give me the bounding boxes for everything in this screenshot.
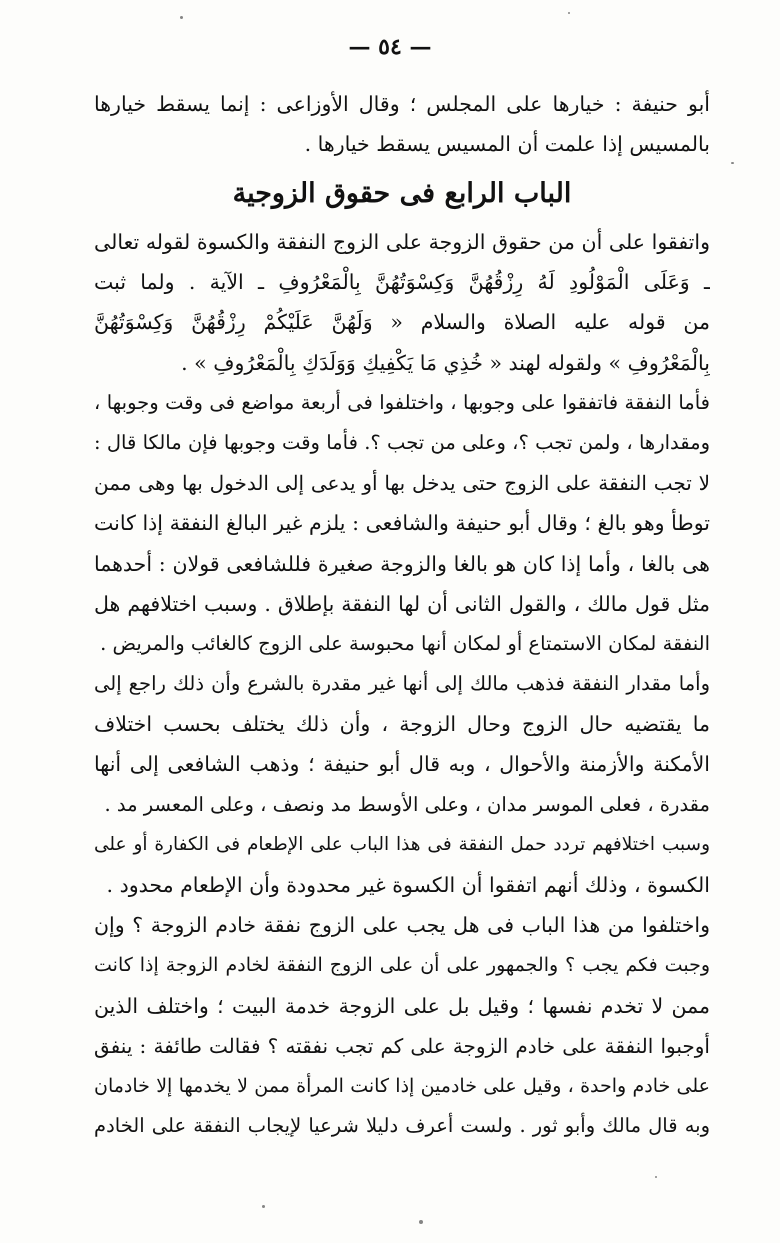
body-line: وأما مقدار النفقة فذهب مالك إلى أنها غير مقدرة بالشرع وأن ذلك راجع إلى (94, 672, 710, 696)
body-line: توطأ وهو بالغ ؛ وقال أبو حنيفة والشافعى : يلزم غير البالغ النفقة إذا كانت (94, 511, 710, 536)
body-line: مثل قول مالك ، والقول الثانى أن لها النفقة بإطلاق . وسبب اختلافهم هل (94, 591, 710, 616)
body-line: فأما النفقة فاتفقوا على وجوبها ، واختلفوا فى أربعة مواضع فى وقت وجوبها ، (94, 390, 710, 414)
body-line: من قوله عليه الصلاة والسلام « وَلَهُنَّ عَلَيْكُمْ رِزْقُهُنَّ وَكِسْوَتُهُنَّ (94, 310, 710, 335)
body-line: وسبب اختلافهم تردد حمل النفقة فى هذا الباب على الإطعام فى الكفارة أو على (94, 833, 710, 855)
paragraph-line: بالمسيس إذا علمت أن المسيس يسقط خيارها . (304, 132, 710, 157)
scan-speck (180, 16, 183, 19)
body-line: على خادم واحدة ، وقيل على خادمين إذا كانت المرأة ممن لا يخدمها إلا خادمان (94, 1074, 710, 1097)
body-line: ممن لا تخدم نفسها ؛ وقيل بل على الزوجة خدمة البيت ؛ واختلف الذين (94, 993, 710, 1018)
body-line: النفقة لمكان الاستمتاع أو لمكان أنها محبوسة على الزوج كالغائب والمريض . (100, 631, 710, 655)
paragraph-line: أبو حنيفة : خيارها على المجلس ؛ وقال الأوزاعى : إنما يسقط خيارها (94, 92, 710, 116)
chapter-title: الباب الرابع فى حقوق الزوجية (232, 178, 572, 209)
scan-speck (419, 1220, 423, 1224)
body-line: الكسوة ، وذلك أنهم اتفقوا أن الكسوة غير محدودة وأن الإطعام محدود . (106, 873, 710, 897)
body-line: لا تجب النفقة على الزوج حتى يدخل بها أو يدعى إلى الدخول بها وهى ممن (94, 471, 710, 496)
page-number: — ٥٤ — (348, 34, 432, 60)
scan-speck (262, 1205, 265, 1208)
body-line: بِالْمَعْرُوفِ » ولقوله لهند « خُذِي مَا يَكْفِيكِ وَوَلَدَكِ بِالْمَعْرُوفِ » . (181, 350, 710, 375)
body-line: مقدرة ، فعلى الموسر مدان ، وعلى الأوسط مد ونصف ، وعلى المعسر مد . (104, 792, 710, 816)
body-line: أوجبوا النفقة على خادم الزوجة على كم تجب نفقته ؟ فقالت طائفة : ينفق (94, 1033, 710, 1058)
body-line: ـ وَعَلَى الْمَوْلُودِ لَهُ رِزْقُهُنَّ وَكِسْوَتُهُنَّ بِالْمَعْرُوفِ ـ الآية . ولما ثبت (94, 270, 710, 295)
body-line: هى بالغا ، وأما إذا كان هو بالغا والزوجة صغيرة فللشافعى قولان : أحدهما (94, 551, 710, 576)
top-paragraph (94, 84, 710, 164)
body-line: ما يقتضيه حال الزوج وحال الزوجة ، وأن ذلك يختلف بحسب اختلاف (94, 712, 710, 737)
body-line: واختلفوا من هذا الباب فى هل يجب على الزوج نفقة خادم الزوجة ؟ وإن (94, 913, 710, 938)
body-line: واتفقوا على أن من حقوق الزوجة على الزوج النفقة والكسوة لقوله تعالى (94, 230, 710, 254)
scan-speck (568, 12, 570, 14)
body-line: الأمكنة والأزمنة والأحوال ، وبه قال أبو حنيفة ؛ وذهب الشافعى إلى أنها (94, 752, 710, 777)
body-text (94, 222, 710, 1146)
scan-speck (655, 1176, 657, 1178)
body-line: ومقدارها ، ولمن تجب ؟، وعلى من تجب ؟. فأما وقت وجوبها فإن مالكا قال : (94, 430, 710, 454)
scan-speck (731, 162, 734, 164)
body-line: وجبت فكم يجب ؟ والجمهور على أن على الزوج النفقة لخادم الزوجة إذا كانت (94, 954, 710, 977)
body-line: وبه قال مالك وأبو ثور . ولست أعرف دليلا شرعيا لإيجاب النفقة على الخادم (94, 1114, 710, 1138)
